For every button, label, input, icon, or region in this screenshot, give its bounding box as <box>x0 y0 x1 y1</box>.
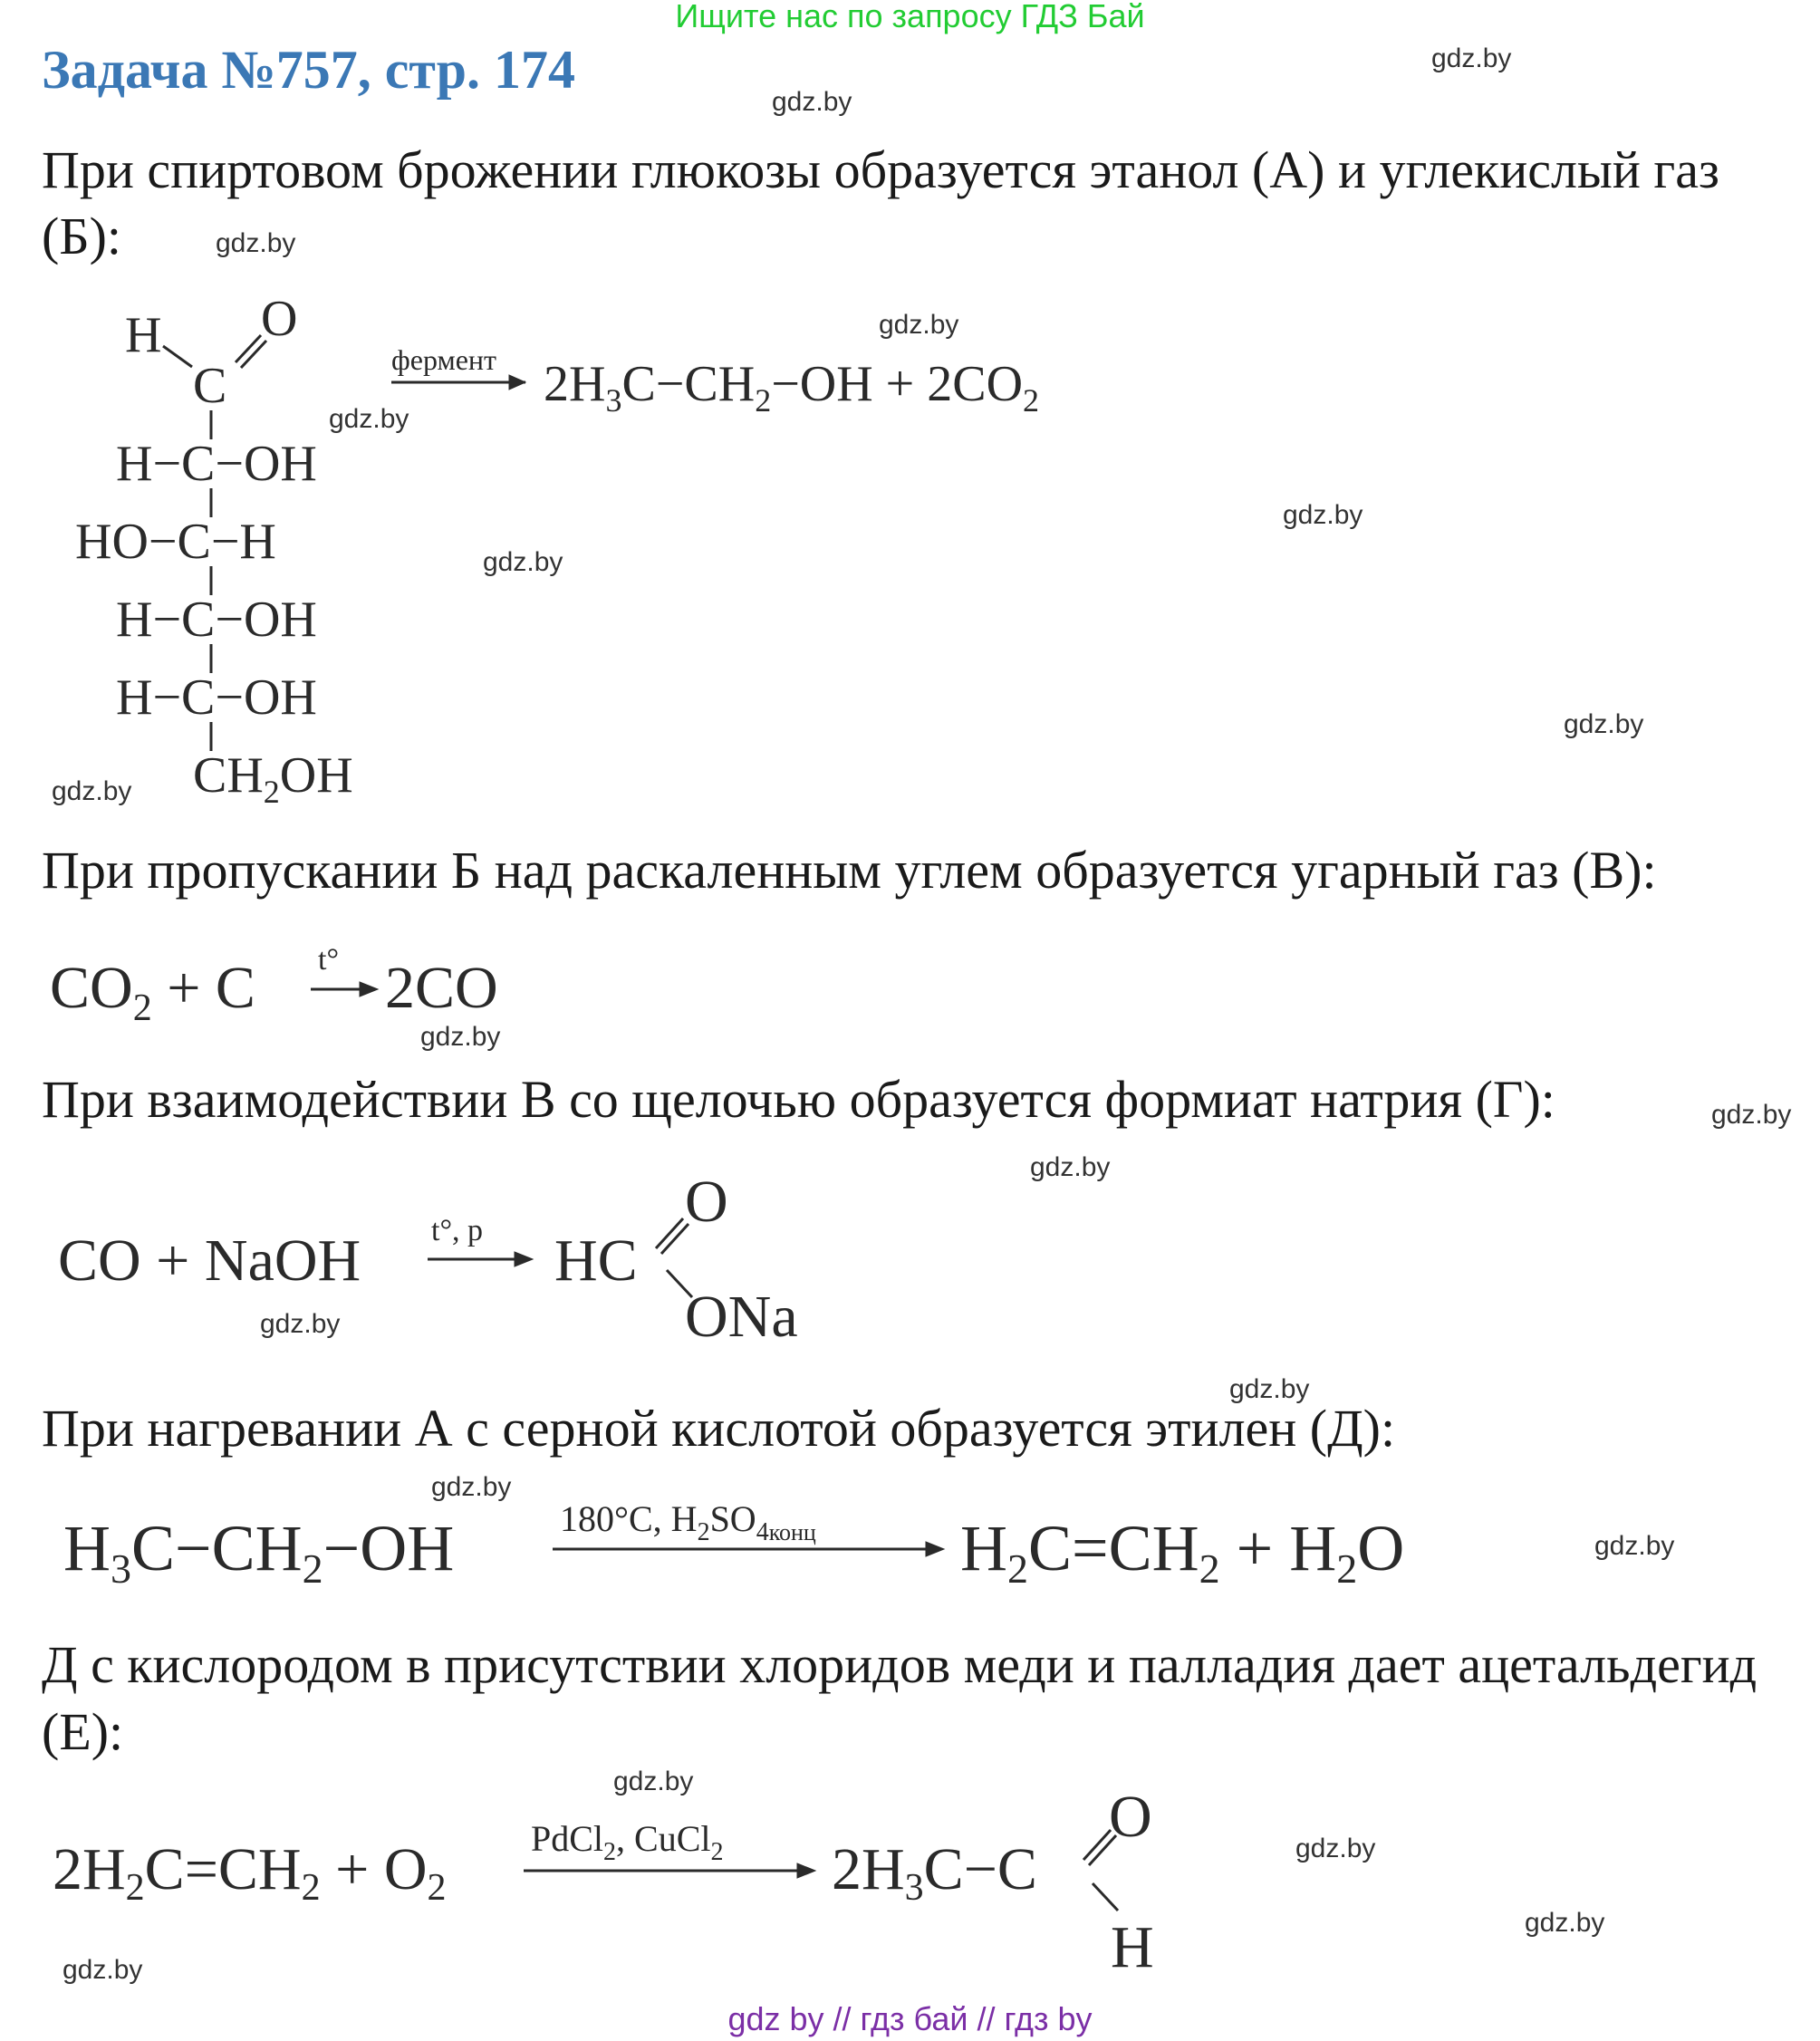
acetaldehyde-arrow-label: PdCl <box>531 1818 604 1859</box>
watermark: gdz.by <box>772 87 852 117</box>
paragraph-fermentation: При спиртовом брожении глюкозы образуется этанол (А) и углекислый газ <box>42 140 1719 199</box>
formate-arrow-label: t°, p <box>431 1214 484 1247</box>
svg-text:CO2 + C: $CO_2 + C$ <box>50 955 255 1029</box>
paragraph-acetaldehyde-cont: (Е): <box>42 1702 124 1761</box>
watermark: gdz.by <box>1564 709 1644 739</box>
watermark: gdz.by <box>420 1022 501 1052</box>
watermark: gdz.by <box>1283 500 1363 530</box>
watermark: gdz.by <box>1594 1531 1675 1561</box>
watermark: gdz.by <box>216 228 296 258</box>
paragraph-carbon-monoxide: При пропускании Б над раскаленным углем образуется угарный газ (В): <box>42 841 1657 900</box>
watermark: gdz.by <box>1431 43 1512 73</box>
svg-text:H: H <box>125 307 162 363</box>
svg-text:C: C <box>193 358 227 414</box>
ethylene-equation <box>63 1493 1513 1602</box>
formate-reactants: CO + NaOH <box>58 1227 361 1294</box>
watermark: gdz.by <box>1295 1834 1376 1863</box>
acetaldehyde-h: H <box>1111 1914 1154 1980</box>
ethylene-plus: + <box>1236 1512 1274 1584</box>
ethanol-coefficient: 2 <box>544 356 569 412</box>
glucose-row-2: HO−C−H <box>75 514 276 570</box>
watermark: gdz.by <box>879 310 959 340</box>
svg-text:2H3C−CH2−OH + 2CO2: $2H_3C-CH_2-OH + 2CO_2$ <box>544 356 1040 419</box>
watermark: gdz.by <box>260 1309 341 1339</box>
acetaldehyde-plus: + <box>335 1836 370 1902</box>
svg-text:2H3C−C: 2H3C−C <box>832 1836 1037 1909</box>
glucose-arrow-label: фермент <box>391 343 497 376</box>
watermark: gdz.by <box>329 404 409 434</box>
paragraph-ethylene: При нагревании А с серной кислотой образуется этилен (Д): <box>42 1399 1396 1458</box>
svg-text:2H2C=CH2 + O2: 2H2C=CH2 + O2 <box>53 1836 447 1909</box>
formate-ona: ONa <box>685 1284 798 1350</box>
watermark: gdz.by <box>613 1767 694 1796</box>
watermark: gdz.by <box>52 776 132 806</box>
watermark: gdz.by <box>63 1955 143 1985</box>
page-title: Задача №757, стр. 174 <box>42 40 575 100</box>
acetaldehyde-o: O <box>1109 1784 1152 1850</box>
svg-text:PdCl2, CuCl2: PdCl$_2$, CuCl$_2$ <box>531 1818 724 1866</box>
glucose-row-1: H−C−OH <box>116 436 317 492</box>
watermark: gdz.by <box>1030 1152 1111 1182</box>
watermark: gdz.by <box>483 547 563 577</box>
glucose-row-4: H−C−OH <box>116 669 317 726</box>
watermark: gdz.by <box>1525 1908 1605 1938</box>
acetaldehyde-equation <box>53 1784 1230 1980</box>
paragraph-fermentation-cont: (Б): <box>42 207 122 265</box>
co-product: 2CO <box>385 955 498 1021</box>
watermark: gdz.by <box>431 1472 512 1502</box>
svg-text:CH2OH: $CH_2OH$ <box>193 747 353 810</box>
svg-text:O: O <box>261 291 298 347</box>
top-banner[interactable]: Ищите нас по запросу ГДЗ Бай <box>675 0 1145 34</box>
co2-reactant: CO <box>50 955 133 1021</box>
formate-o: O <box>685 1169 728 1235</box>
formate-hc: HC <box>554 1227 638 1294</box>
svg-text:180°C, H2SO4конц: 180°C, $H_2SO_4конц$ <box>560 1498 816 1546</box>
paragraph-acetaldehyde: Д с кислородом в присутствии хлоридов меди и палладия дает ацетальдегид <box>42 1635 1757 1694</box>
bottom-banner[interactable]: gdz by // гдз бай // гдз by <box>727 2000 1093 2037</box>
co-plus-c: + C <box>167 955 255 1021</box>
glucose-fermentation-equation <box>72 291 1160 815</box>
glucose-row-3: H−C−OH <box>116 592 317 648</box>
formate-equation <box>58 1169 855 1359</box>
watermark: gdz.by <box>1711 1100 1792 1130</box>
ethylene-arrow-label: 180°C, H <box>560 1498 698 1539</box>
svg-text:H3C−CH2−OH: H3C−CH2−OH <box>63 1512 455 1592</box>
svg-text:H2C=CH2 + H2O: H2C=CH2 + H2O <box>960 1512 1405 1592</box>
co2-term: + 2CO <box>885 356 1024 412</box>
watermark: gdz.by <box>1229 1374 1310 1404</box>
paragraph-formate: При взаимодействии В со щелочью образуется формиат натрия (Г): <box>42 1070 1555 1129</box>
co-arrow-label: t° <box>318 943 340 977</box>
